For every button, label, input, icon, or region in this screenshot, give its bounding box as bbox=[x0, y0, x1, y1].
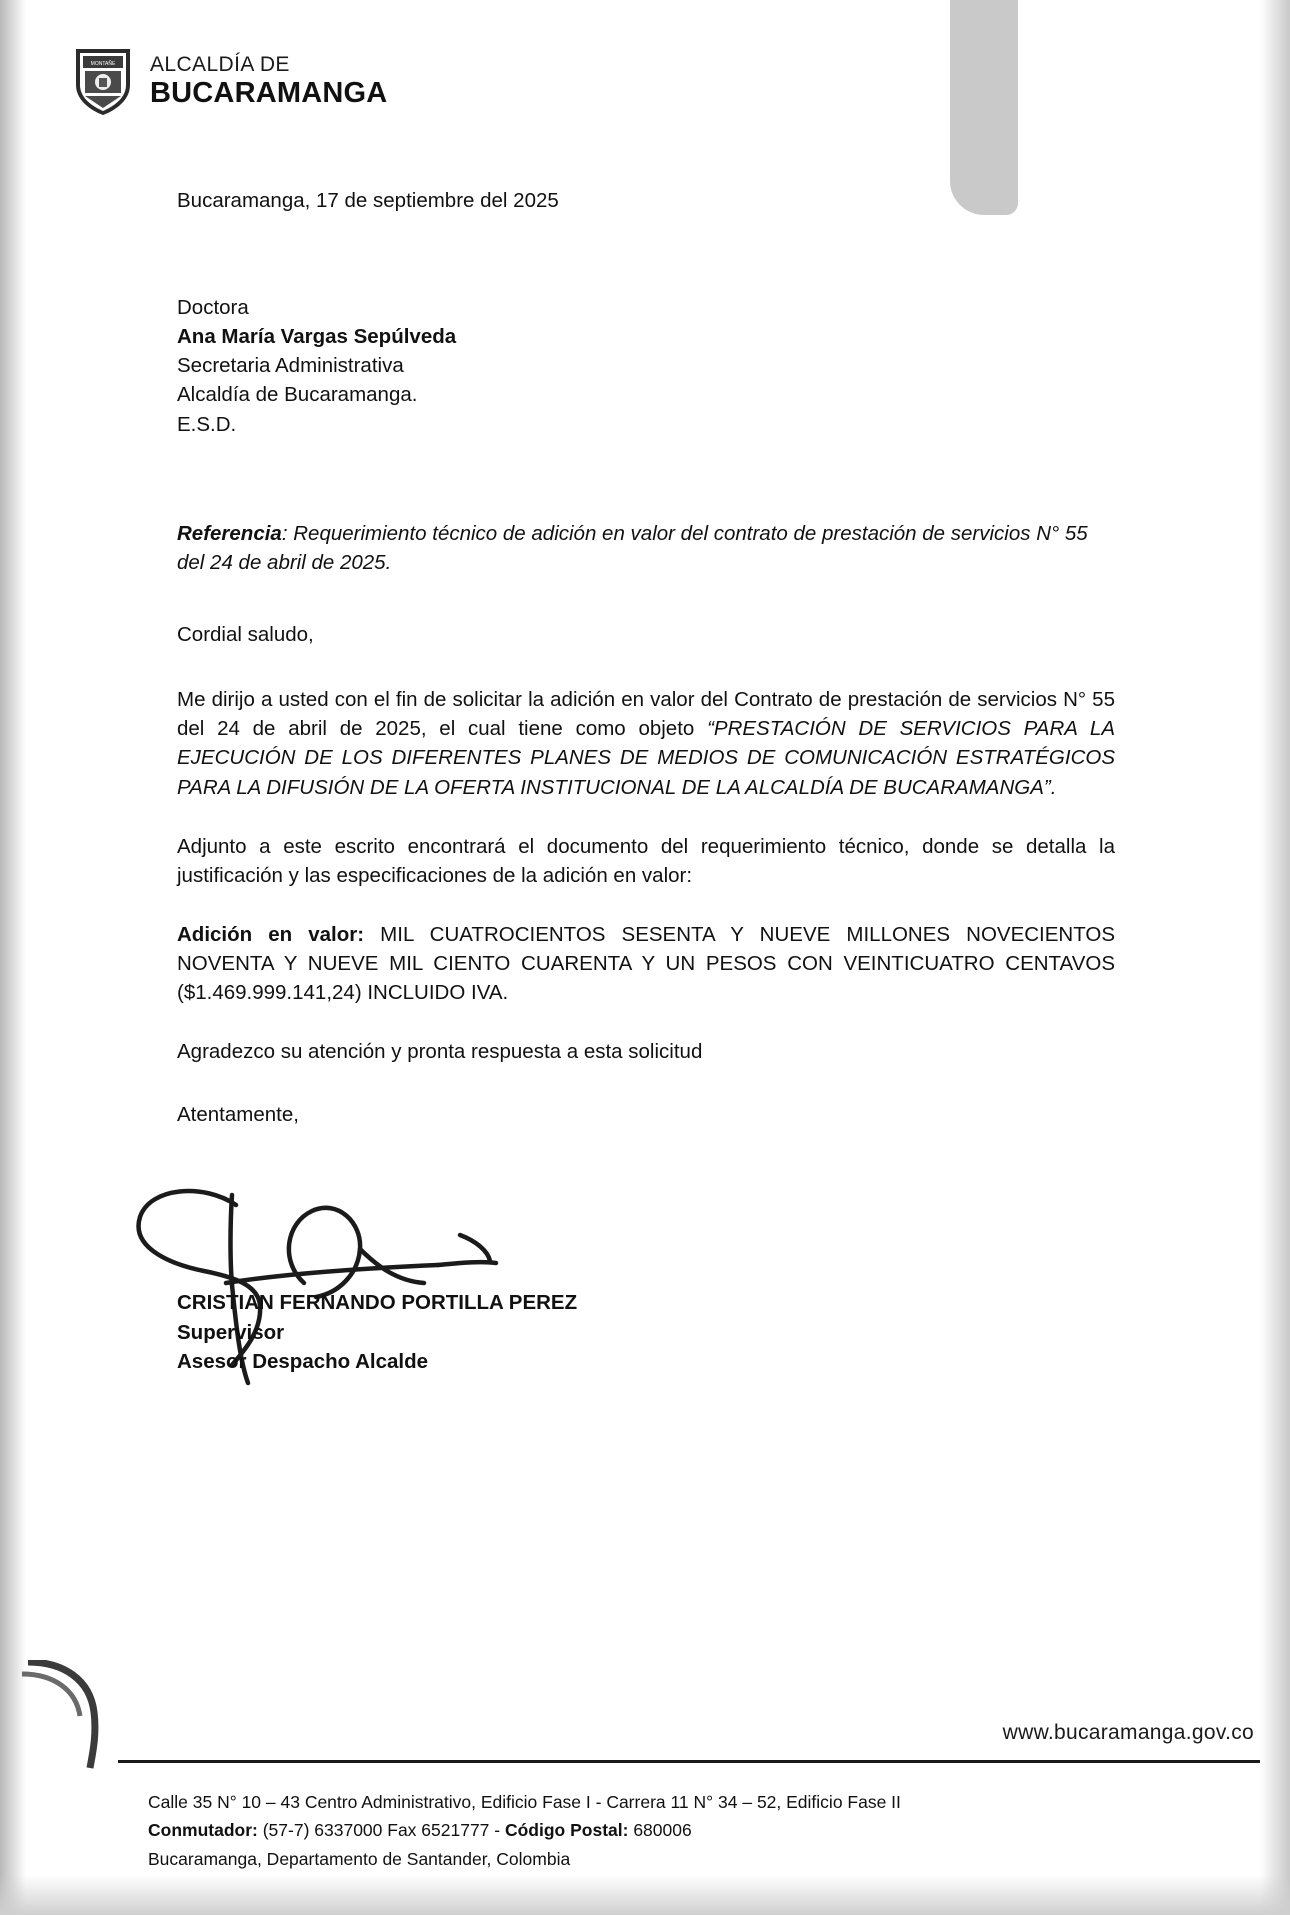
amount-value: MIL CUATROCIENTOS SESENTA Y NUEVE MILLONES NOVECIENTOS NOVENTA Y NUEVE MIL CIENTO CUARENTA Y UN PESOS CON VEINTICUATRO CENTAVOS ($1.469.999.141,24) INCLUIDO IVA. bbox=[177, 922, 1115, 1005]
signer-name: CRISTIAN FERNANDO PORTILLA PEREZ bbox=[177, 1291, 578, 1314]
footer-postal-label: Código Postal: bbox=[504, 1820, 629, 1841]
reference-text: : Requerimiento técnico de adición en valor del contrato de prestación de servicios N° 55 del 24 de abril de 2025. bbox=[177, 521, 1088, 575]
addressee-position: Secretaria Administrativa bbox=[177, 354, 404, 378]
organization-name bbox=[150, 54, 387, 108]
svg-text:MONTAÑE: MONTAÑE bbox=[90, 61, 116, 67]
scan-binder-shadow bbox=[950, 0, 1018, 215]
scan-edge-shadow-right bbox=[1260, 0, 1290, 1915]
scan-edge-shadow-bottom bbox=[0, 1875, 1290, 1915]
paragraph-thanks: Agradezco su atención y pronta respuesta a esta solicitud bbox=[177, 1040, 703, 1064]
paragraph-request bbox=[177, 685, 1115, 801]
greeting: Cordial saludo, bbox=[177, 623, 314, 647]
amount-label: Adición en valor: bbox=[177, 922, 365, 946]
signer-role: Supervisor bbox=[177, 1320, 285, 1344]
paragraph-attachment: Adjunto a este escrito encontrará el documento del requerimiento técnico, donde se detalla la justificación y las especificaciones de la adición en valor: bbox=[177, 834, 1115, 887]
reference-label: Referencia bbox=[177, 521, 282, 545]
footer-switchboard bbox=[148, 1816, 901, 1844]
footer-switchboard-value: (57-7) 6337000 Fax 6521777 - bbox=[257, 1820, 505, 1841]
paragraph-amount bbox=[177, 920, 1115, 1007]
footer-city: Bucaramanga, Departamento de Santander, Colombia bbox=[148, 1848, 571, 1869]
footer-address: Calle 35 N° 10 – 43 Centro Administrativo, Edificio Fase I - Carrera 11 N° 34 – 52, Edificio Fase II bbox=[148, 1791, 901, 1812]
addressee-delivery: E.S.D. bbox=[177, 412, 237, 436]
paragraph-request-intro: Me dirijo a usted con el fin de solicitar la adición en valor del Contrato de prestación de servicios N° 55 del 24 de abril de 2025, el cual tiene como objeto bbox=[177, 688, 1115, 741]
org-line-2: BUCARAMANGA bbox=[150, 77, 388, 109]
reference-line bbox=[177, 519, 1115, 578]
addressee-entity: Alcaldía de Bucaramanga. bbox=[177, 383, 418, 407]
coat-of-arms-icon bbox=[70, 45, 136, 117]
addressee-name: Ana María Vargas Sepúlveda bbox=[177, 325, 457, 349]
contract-object-quote: “PRESTACIÓN DE SERVICIOS PARA LA EJECUCIÓN DE LOS DIFERENTES PLANES DE MEDIOS DE COMUNICACIÓN ESTRATÉGICOS PARA LA DIFUSIÓN DE LA OFERTA INSTITUCIONAL DE LA ALCALDÍA DE BUCARAMANGA”. bbox=[177, 717, 1115, 799]
letter-body bbox=[177, 186, 1115, 1129]
scan-edge-shadow-left bbox=[0, 0, 26, 1915]
addressee-block bbox=[177, 293, 1115, 439]
footer-postal-value: 680006 bbox=[628, 1820, 692, 1841]
letterhead bbox=[70, 45, 387, 117]
footer-contact-info bbox=[148, 1788, 901, 1873]
footer-website[interactable]: www.bucaramanga.gov.co bbox=[1002, 1721, 1254, 1744]
letter-date: Bucaramanga, 17 de septiembre del 2025 bbox=[177, 189, 559, 212]
footer-divider bbox=[118, 1760, 1260, 1763]
footer-swoosh-decoration bbox=[20, 1660, 116, 1770]
closing: Atentamente, bbox=[177, 1103, 299, 1127]
addressee-title: Doctora bbox=[177, 296, 249, 320]
org-line-1: ALCALDÍA DE bbox=[150, 53, 290, 76]
signer-block bbox=[177, 1288, 577, 1377]
footer-switchboard-label: Conmutador: bbox=[148, 1820, 258, 1841]
signer-position: Asesor Despacho Alcalde bbox=[177, 1350, 429, 1374]
